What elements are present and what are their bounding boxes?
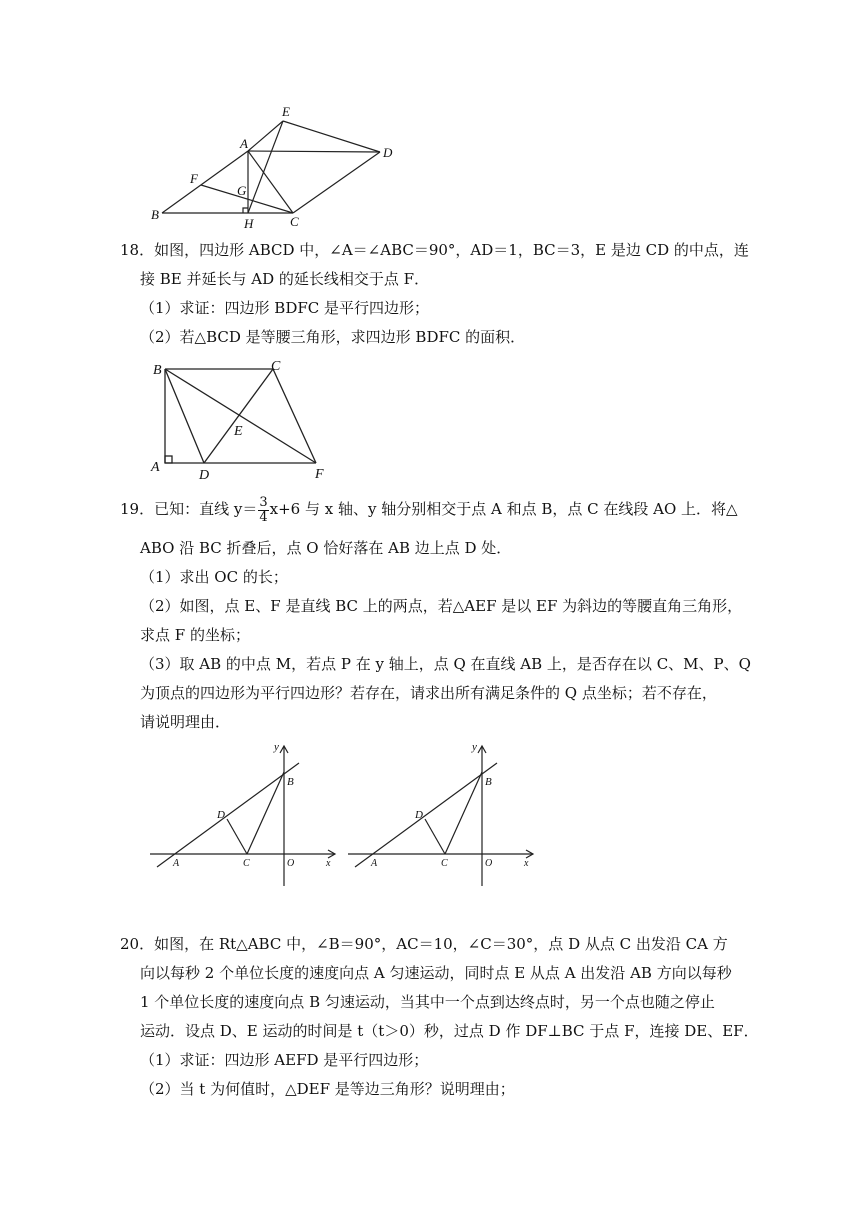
q20-line-4: 运动．设点 D、E 运动的时间是 t（t＞0）秒，过点 D 作 DF⊥BC 于点 F，连接 DE、EF． bbox=[140, 1022, 759, 1040]
figure-17 bbox=[140, 98, 400, 233]
figure-19-left bbox=[145, 738, 345, 890]
label-D: D bbox=[199, 468, 210, 483]
q19-part-3-end: 请说明理由． bbox=[140, 713, 231, 731]
q19-line-1-suffix: x+6 与 x 轴、y 轴分别相交于点 A 和点 B，点 C 在线段 AO 上．将△ bbox=[269, 500, 738, 518]
q19-part-3: （3）取 AB 的中点 M，若点 P 在 y 轴上，点 Q 在直线 AB 上，是否存在以 C、M、P、Q bbox=[140, 655, 751, 673]
label-A: A bbox=[371, 858, 378, 869]
label-C: C bbox=[271, 359, 281, 374]
label-y: y bbox=[472, 741, 477, 753]
label-O: O bbox=[485, 858, 493, 869]
fraction bbox=[258, 496, 268, 525]
q19-line-1 bbox=[120, 494, 738, 525]
q20-part-1: （1）求证：四边形 AEFD 是平行四边形； bbox=[140, 1051, 429, 1069]
label-E: E bbox=[282, 104, 290, 119]
figure-18 bbox=[145, 358, 345, 483]
q19-part-1: （1）求出 OC 的长； bbox=[140, 568, 288, 586]
q20-line-3: 1 个单位长度的速度向点 B 匀速运动，当其中一个点到达终点时，另一个点也随之停止 bbox=[140, 993, 715, 1011]
q19-part-2-cont: 求点 F 的坐标； bbox=[140, 626, 250, 644]
label-H: H bbox=[244, 216, 254, 231]
q19-part-3-cont: 为顶点的四边形为平行四边形？若存在，请求出所有满足条件的 Q 点坐标；若不存在， bbox=[140, 684, 717, 702]
q19-part-2: （2）如图，点 E、F 是直线 BC 上的两点，若△AEF 是以 EF 为斜边的等腰直角三角形， bbox=[140, 597, 743, 615]
label-B: B bbox=[151, 207, 159, 222]
q18-part-2: （2）若△BCD 是等腰三角形，求四边形 BDFC 的面积． bbox=[140, 328, 526, 346]
label-C: C bbox=[290, 214, 299, 229]
label-A: A bbox=[240, 136, 248, 151]
label-F: F bbox=[190, 171, 198, 186]
q20-part-2: （2）当 t 为何值时，△DEF 是等边三角形？说明理由； bbox=[140, 1080, 515, 1098]
label-G: G bbox=[237, 183, 247, 198]
label-D: D bbox=[217, 809, 225, 821]
label-C: C bbox=[441, 858, 448, 869]
q18-line-1: 18．如图，四边形 ABCD 中，∠A＝∠ABC＝90°，AD＝1，BC＝3，E 是边 CD 的中点，连 bbox=[120, 241, 749, 259]
fraction-denominator: 4 bbox=[259, 509, 268, 525]
q20-line-2: 向以每秒 2 个单位长度的速度向点 A 匀速运动，同时点 E 从点 A 出发沿 AB 方向以每秒 bbox=[140, 964, 732, 982]
q20-line-1: 20．如图，在 Rt△ABC 中，∠B＝90°，AC＝10，∠C＝30°，点 D 从点 C 出发沿 CA 方 bbox=[120, 935, 728, 953]
label-F: F bbox=[315, 467, 324, 482]
label-A: A bbox=[173, 858, 180, 869]
q19-line-1-prefix: 19．已知：直线 y＝ bbox=[120, 500, 258, 518]
q18-part-1: （1）求证：四边形 BDFC 是平行四边形； bbox=[140, 299, 430, 317]
label-O: O bbox=[287, 858, 295, 869]
fraction-numerator: 3 bbox=[259, 494, 268, 510]
label-D: D bbox=[383, 145, 393, 160]
label-B: B bbox=[485, 776, 492, 788]
label-E: E bbox=[234, 424, 243, 439]
figure-19-right bbox=[343, 738, 543, 890]
q19-line-2: ABO 沿 BC 折叠后，点 O 恰好落在 AB 边上点 D 处． bbox=[140, 539, 512, 557]
label-y: y bbox=[274, 741, 279, 753]
label-B: B bbox=[287, 776, 294, 788]
label-B: B bbox=[153, 363, 162, 378]
label-A: A bbox=[151, 460, 160, 475]
label-x: x bbox=[524, 858, 529, 869]
label-x: x bbox=[326, 858, 331, 869]
label-C: C bbox=[243, 858, 250, 869]
q18-line-2: 接 BE 并延长与 AD 的延长线相交于点 F． bbox=[140, 270, 430, 288]
label-D: D bbox=[415, 809, 423, 821]
